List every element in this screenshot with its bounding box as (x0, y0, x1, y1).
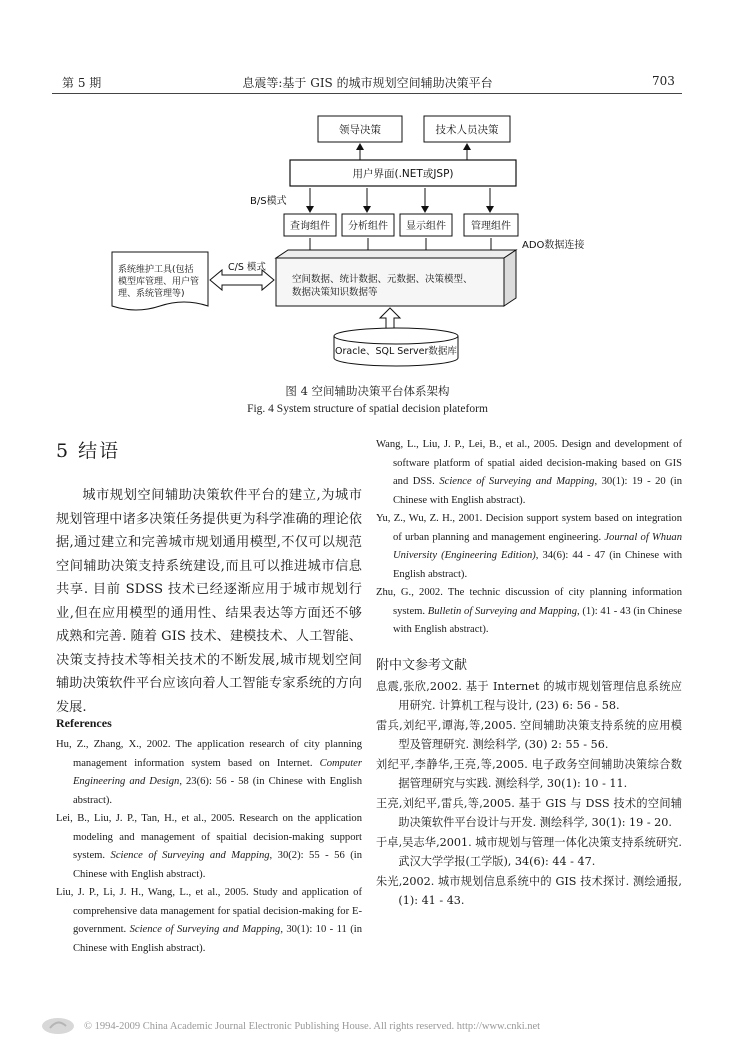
reference-item: Wang, L., Liu, J. P., Lei, B., et al., 2005. Design and development of software platform of spatial aided decision-making based on GIS and DSS. Science of Surveying and Mapping, 30(1): 19 - 20 (in Chinese with English abstract). (376, 439, 682, 506)
data-store-line2: 数据决策知识数据等 (292, 287, 378, 298)
ado-connection-label: ADO数据连接 (522, 240, 585, 251)
cs-mode-label: C/S 模式 (228, 262, 266, 273)
cnki-logo-icon (40, 1016, 76, 1036)
maintenance-tools-line3: 理、系统管理等) (118, 289, 185, 299)
figure-caption-en: Fig. 4 System structure of spatial decision plateform (247, 403, 488, 415)
reference-item: Yu, Z., Wu, Z. H., 2001. Decision support system based on integration of urban planning and management engineering. Journal of Whuan University (Engineering Edition), 34(6): 44 - 47 (in Chinese with English abstract). (376, 513, 682, 580)
query-component-label: 查询组件 (290, 221, 330, 232)
manage-component-label: 管理组件 (471, 221, 511, 232)
cn-reference-item: 王亮,刘纪平,雷兵,等,2005. 基于 GIS 与 DSS 技术的空间辅助决策软件平台设计与开发. 测绘科学, 30(1): 19 - 20. (376, 796, 682, 829)
reference-item: Hu, Z., Zhang, X., 2002. The application research of city planning management information system based on Internet. Computer Engineering and Design, 23(6): 56 - 58 (in Chinese with English abstract). (56, 739, 362, 806)
data-box-top (276, 250, 516, 258)
tech-decision-label: 技术人员决策 (435, 124, 499, 136)
cn-reference-item: 雷兵,刘纪平,谭海,等,2005. 空间辅助决策支持系统的应用模型及管理研究. 测绘科学, (30) 2: 55 - 56. (376, 718, 682, 751)
db-up-arrow (380, 308, 400, 330)
maintenance-tools-line2: 模型库管理、用户管 (118, 277, 200, 287)
section-title: 5 结语 (56, 440, 121, 462)
references-right-column (376, 436, 682, 911)
references-heading: References (56, 716, 112, 730)
leader-decision-label: 领导决策 (339, 124, 381, 136)
running-title: 息震等:基于 GIS 的城市规划空间辅助决策平台 (242, 76, 493, 90)
reference-item: Zhu, G., 2002. The technic discussion of city planning information system. Bulletin of Surveying and Mapping, (1): 41 - 43 (in Chinese with English abstract). (376, 587, 682, 635)
cn-reference-item: 息震,张欣,2002. 基于 Internet 的城市规划管理信息系统应用研究. 计算机工程与设计, (23) 6: 56 - 58. (376, 679, 682, 712)
figure-caption-cn: 图 4 空间辅助决策平台体系架构 (285, 384, 450, 398)
issue-label: 第 5 期 (62, 76, 102, 90)
page-number: 703 (652, 74, 675, 88)
display-component-label: 显示组件 (406, 221, 446, 232)
cn-references-heading: 附中文参考文献 (376, 657, 468, 673)
database-label: Oracle、SQL Server数据库 (335, 346, 457, 357)
cn-reference-item: 朱光,2002. 城市规划信息系统中的 GIS 技术探讨. 测绘通报, (1): 41 - 43. (376, 874, 682, 907)
bs-mode-label: B/S模式 (250, 196, 287, 207)
data-box-side (504, 250, 516, 306)
data-store-line1: 空间数据、统计数据、元数据、决策模型、 (292, 274, 473, 285)
conclusion-paragraph: 城市规划空间辅助决策软件平台的建立,为城市规划管理中诸多决策任务提供更为科学准确的理论依据,通过建立和完善城市规划通用模型,不仅可以规范空间辅助决策支持系统建设,而且可以推进城市信息共享. 目前 SDSS 技术已经逐渐应用于城市规划行业,但在应用模型的通用性、结果表达等方面还不够成熟和完善. 随着 GIS 技术、建模技术、人工智能、决策支持技术等相关技术的不断发展,城市规划空间辅助决策软件平台应该向着人工智能专家系统的方向发展. (56, 488, 362, 715)
reference-item: Lei, B., Liu, J. P., Tan, H., et al., 2005. Research on the application modeling and management of spaitial decision-making support system. Science of Surveying and Mapping, 30(2): 55 - 56 (in Chinese with English abstract). (56, 813, 362, 880)
cn-reference-item: 于卓,吴志华,2001. 城市规划与管理一体化决策支持系统研究. 武汉大学学报(工学版), 34(6): 44 - 47. (376, 835, 682, 868)
analysis-component-label: 分析组件 (348, 221, 388, 232)
architecture-diagram (0, 0, 735, 380)
cn-reference-item: 刘纪平,李静华,王亮,等,2005. 电子政务空间辅助决策综合数据管理研究与实践. 测绘科学, 30(1): 10 - 11. (376, 757, 682, 790)
cs-mode-arrow (210, 270, 274, 290)
user-interface-label: 用户界面(.NET或JSP) (352, 168, 454, 180)
maintenance-tools-line1: 系统维护工具(包括 (118, 265, 194, 275)
references-left-column (56, 736, 362, 958)
reference-item: Liu, J. P., Li, J. H., Wang, L., et al., 2005. Study and application of comprehensive data management for spatial decision-making for E-government. Science of Surveying and Mapping, 30(1): 10 - 11 (in Chinese with English abstract). (56, 887, 362, 954)
copyright-footer: © 1994-2009 China Academic Journal Electronic Publishing House. All rights reserved. http://www.cnki.net (84, 1021, 541, 1032)
